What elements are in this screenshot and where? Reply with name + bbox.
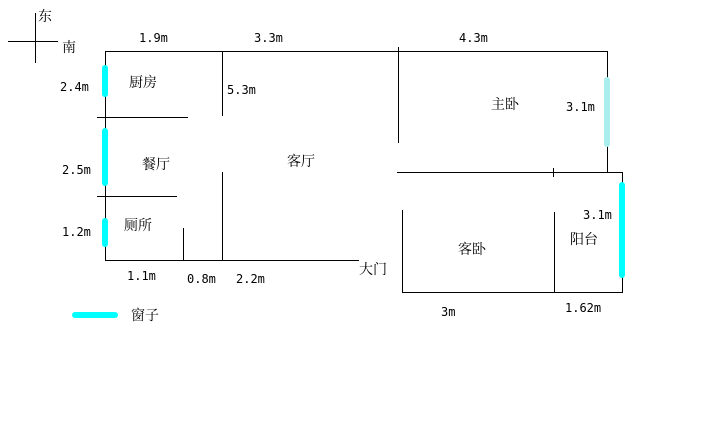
legend-window-swatch [72, 312, 118, 318]
wall-kitchen-bottom [97, 117, 188, 118]
wall-mid-horizontal [397, 172, 623, 173]
dim-living-interior: 5.3m [227, 83, 256, 97]
compass-horizontal-line [8, 41, 58, 42]
room-label-toilet: 厕所 [124, 218, 152, 234]
wall-guest-balcony-divider [554, 212, 555, 293]
window-dining [102, 128, 108, 186]
room-label-dining: 餐厅 [142, 157, 170, 173]
dim-kitchen-left: 2.4m [60, 80, 89, 94]
window-balcony [619, 182, 625, 278]
dim-balcony-bottom: 1.62m [565, 301, 602, 315]
dim-balcony-right: 3.1m [583, 208, 612, 222]
dim-living-bottom: 2.2m [236, 272, 265, 286]
wall-mid-tick [553, 168, 554, 177]
wall-kitchen-right-upper [222, 51, 223, 116]
dim-toilet-bottom: 1.1m [127, 269, 156, 283]
wall-master-left [398, 47, 399, 143]
wall-dining-bottom [97, 196, 177, 197]
room-label-master-bedroom: 主卧 [491, 97, 519, 113]
room-label-living: 客厅 [287, 154, 315, 170]
compass-east-label: 东 [38, 9, 52, 25]
dim-dining-left: 2.5m [62, 163, 91, 177]
window-master-bedroom [604, 77, 610, 147]
dim-master-right: 3.1m [566, 100, 595, 114]
dim-master-top: 4.3m [459, 31, 488, 45]
window-kitchen [102, 65, 108, 97]
dim-guest-bottom: 3m [441, 305, 456, 319]
legend-window-label: 窗子 [131, 308, 159, 324]
dim-living-top: 3.3m [254, 31, 283, 45]
wall-guest-left [402, 210, 403, 293]
compass-south-label: 南 [62, 40, 76, 56]
wall-top [105, 51, 608, 52]
wall-bottom-left [105, 260, 359, 261]
room-label-main-door: 大门 [359, 262, 387, 278]
wall-toilet-stub [183, 228, 184, 261]
dim-kitchen-top: 1.9m [139, 31, 168, 45]
dim-toilet-left: 1.2m [62, 225, 91, 239]
room-label-balcony: 阳台 [570, 232, 598, 248]
window-toilet [102, 218, 108, 247]
room-label-guest-bedroom: 客卧 [458, 242, 486, 258]
compass-vertical-line [35, 13, 36, 63]
room-label-kitchen: 厨房 [129, 75, 157, 91]
wall-guest-bottom [402, 292, 623, 293]
dim-hall-bottom: 0.8m [187, 272, 216, 286]
wall-dining-right-lower [222, 172, 223, 261]
